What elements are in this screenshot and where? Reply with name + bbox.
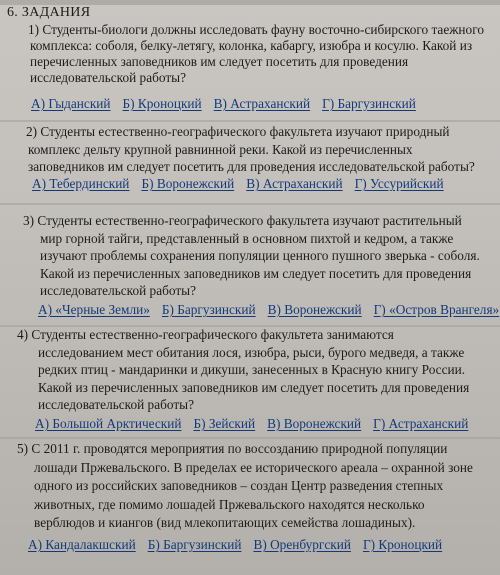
task-5-text-line: животных, где помимо лошадей Пржевальского находятся несколько [34, 496, 425, 512]
answer-option: В) Астраханский [213, 96, 311, 111]
task-divider [0, 437, 500, 439]
task-1-text-line: перечисленных заповедников им следует посетить для проведения [30, 54, 409, 69]
answer-option: Б) Зейский [193, 416, 256, 431]
answer-option: Б) Воронежский [141, 176, 235, 191]
task-4-text-line: 4) Студенты естественно-географического факультета занимаются [17, 327, 394, 342]
task-3-text-line: Какой из перечисленных заповедников им следует посетить для проведения [40, 265, 472, 281]
answer-option: В) Воронежский [267, 416, 362, 431]
task-3-text-line: мир горной тайги, представленный в основном пихтой и кедром, а также [40, 230, 454, 246]
answer-option: В) Астраханский [246, 176, 343, 191]
answer-option: А) Большой Арктический [35, 416, 182, 431]
task-2-text-line: 2) Студенты естественно-географического факультета изучают природный [26, 124, 450, 139]
answer-option: А) Кандалакшский [28, 537, 136, 552]
answer-option: А) «Черные Земли» [38, 302, 150, 317]
task-3-text-line: изучают проблемы сохранения популяции ценного пушного зверька - соболя. [40, 248, 480, 263]
task-5-answer-options [28, 537, 454, 552]
task-1-text-line: 1) Студенты-биологи должны исследовать фауну восточно-сибирского таежного [28, 22, 484, 37]
task-1-text-line: исследовательской работы? [30, 70, 186, 85]
task-3-answer-options [38, 302, 500, 317]
task-5-text-line: верблюдов и киангов (вид млекопитающих семейства лошадиных). [34, 515, 416, 530]
answer-option: Г) Кроноцкий [362, 537, 443, 552]
answer-option: Г) Баргузинский [322, 96, 416, 111]
answer-option: В) Воронежский [267, 302, 362, 317]
task-4-text-line: Какой из перечисленных заповедников им следует посетить для проведения [38, 379, 470, 395]
task-3-text-line: исследовательской работы? [40, 283, 196, 298]
answer-option: В) Оренбургский [253, 537, 351, 552]
task-2-answer-options [32, 176, 456, 191]
task-4-text-line: исследовательской работы? [38, 397, 194, 412]
task-4-text-line: редких птиц - мандаринки и дикуши, занесенных в Красную книгу России. [38, 362, 466, 377]
task-2-text-line: заповедников им следует посетить для проведения исследовательской работы? [28, 159, 475, 174]
answer-option: Б) Кроноцкий [122, 96, 202, 111]
answer-option: Г) «Остров Врангеля» [373, 302, 500, 317]
task-1-answer-options [31, 96, 428, 111]
answer-option: Б) Баргузинский [161, 302, 256, 317]
task-3-text-line: 3) Студенты естественно-географического факультета изучают растительный [23, 213, 462, 228]
task-4-answer-options [35, 416, 480, 431]
task-2-text-line: комплекс дельту крупной равнинной реки. Какой из перечисленных [28, 141, 413, 157]
answer-option: Г) Уссурийский [354, 176, 444, 191]
answer-option: Б) Баргузинский [147, 537, 242, 552]
answer-option: А) Гыданский [31, 96, 111, 111]
task-5-text-line: лошади Пржевальского. В пределах ее исторического ареала – охранной зоне [34, 459, 473, 475]
task-4-text-line: исследованием мест обитания лося, изюбра, рыси, бурого медведя, а также [38, 344, 465, 360]
task-5-text-line: 5) С 2011 г. проводятся мероприятия по воссозданию природной популяции [17, 441, 448, 456]
answer-option: Г) Астраханский [373, 416, 469, 431]
task-divider [0, 203, 500, 205]
task-5-text-line: одного из российских заповедников – создан Центр разведения степных [34, 478, 444, 493]
answer-option: А) Тебердинский [32, 176, 130, 191]
section-heading: 6. ЗАДАНИЯ [7, 5, 91, 20]
task-divider [0, 120, 500, 122]
task-1-text-line: комплекса: соболя, белку-летягу, колонка, кабаргу, изюбра и косулю. Какой из [30, 38, 473, 53]
